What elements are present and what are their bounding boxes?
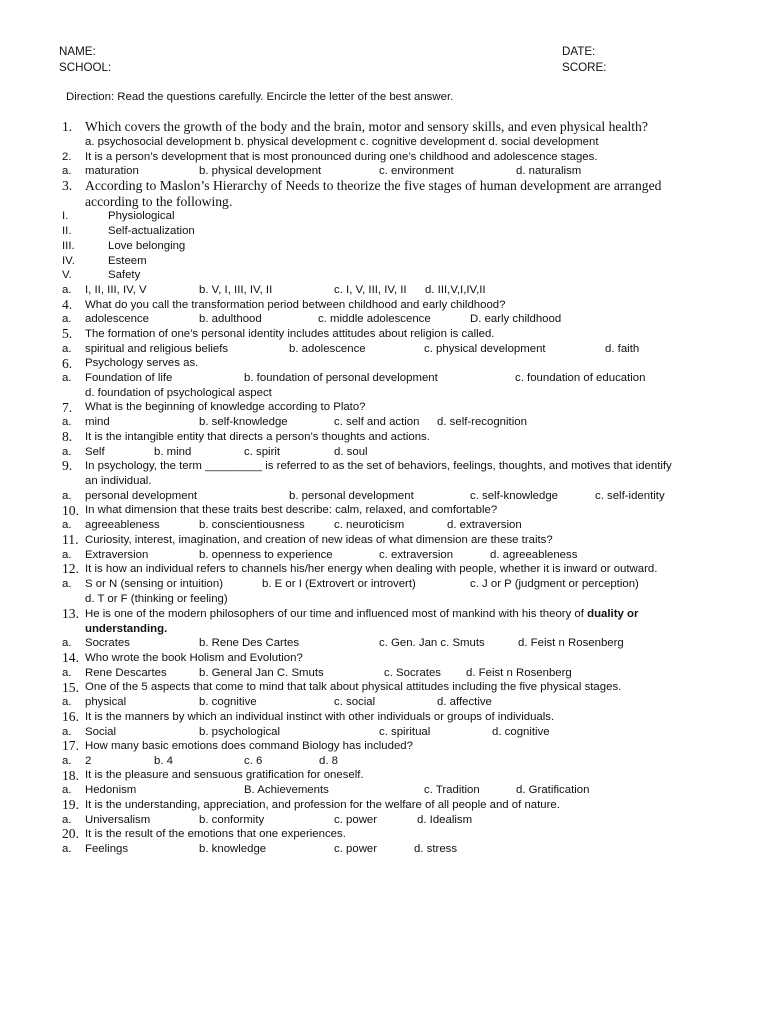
choice-a: 2 — [85, 755, 92, 767]
choice-a: Universalism — [85, 814, 151, 826]
choice-c: c. environment — [379, 165, 454, 177]
choice-a: maturation — [85, 165, 139, 177]
choice-letter: a. — [62, 549, 72, 561]
question-number: 6. — [62, 356, 73, 371]
choice-letter: a. — [62, 416, 72, 428]
stage-item: Safety — [108, 269, 141, 281]
question-number: 19. — [62, 797, 79, 812]
choice-a: personal development — [85, 490, 198, 502]
question-number: 11. — [62, 532, 79, 547]
question-text-bold: understanding. — [85, 623, 168, 635]
choice-b: b. physical development — [199, 165, 322, 177]
choice-b: b. foundation of personal development — [244, 372, 438, 384]
choice-c: c. middle adolescence — [318, 313, 431, 325]
choice-c: c. self and action — [334, 416, 420, 428]
choice-a: Foundation of life — [85, 372, 173, 384]
question-text-cont: an individual. — [85, 475, 152, 487]
choice-c: c. social — [334, 696, 376, 708]
question-number: 18. — [62, 768, 79, 783]
direction-text: Direction: Read the questions carefully. Encircle the letter of the best answer. — [66, 91, 454, 103]
choice-letter: a. — [62, 284, 72, 296]
choices-line: a. psychosocial development b. physical development c. cognitive development d. social development — [85, 136, 599, 148]
question-text: One of the 5 aspects that come to mind that talk about physical attitudes including the five physical stages. — [85, 681, 622, 693]
question-number: 14. — [62, 650, 79, 665]
question-number: 5. — [62, 326, 73, 341]
choice-d: d. 8 — [319, 755, 338, 767]
choice-b: b. openness to experience — [199, 549, 333, 561]
choice-d: d. naturalism — [516, 165, 582, 177]
choice-a: Hedonism — [85, 784, 137, 796]
stage-item: Self-actualization — [108, 225, 195, 237]
choice-b: b. cognitive — [199, 696, 257, 708]
choice-letter: a. — [62, 372, 72, 384]
choice-a: agreeableness — [85, 519, 160, 531]
question-number: 12. — [62, 561, 79, 576]
name-label: NAME: — [59, 45, 96, 58]
question-text: It is the pleasure and sensuous gratification for oneself. — [85, 769, 364, 781]
stage-item: Physiological — [108, 210, 175, 222]
question-text-cont — [85, 622, 167, 637]
choice-d: d. Idealism — [417, 814, 473, 826]
choice-b: b. General Jan C. Smuts — [199, 667, 324, 679]
question-number: 4. — [62, 297, 73, 312]
choice-d: d. Feist n Rosenberg — [466, 667, 572, 679]
choice-letter: a. — [62, 726, 72, 738]
question-number: 15. — [62, 680, 79, 695]
choice-c: c. spirit — [244, 446, 281, 458]
choice-c: c. 6 — [244, 755, 263, 767]
choice-letter: a. — [62, 696, 72, 708]
choice-a: Self — [85, 446, 105, 458]
choice-a: Socrates — [85, 637, 130, 649]
question-text-cont: according to the following. — [85, 194, 233, 209]
choice-c: c. neuroticism — [334, 519, 405, 531]
question-text: It is the understanding, appreciation, and profession for the welfare of all people and of nature. — [85, 799, 560, 811]
stage-item: Love belonging — [108, 240, 186, 252]
choice-b: b. personal development — [289, 490, 414, 502]
choice-letter: a. — [62, 637, 72, 649]
choice-c: c. spiritual — [379, 726, 431, 738]
choice-b: b. 4 — [154, 755, 173, 767]
choice-b: b. psychological — [199, 726, 281, 738]
question-text: It is a person’s development that is most pronounced during one’s childhood and adolescence stages. — [85, 151, 598, 163]
choice-d: D. early childhood — [470, 313, 562, 325]
question-text: Who wrote the book Holism and Evolution? — [85, 652, 303, 664]
choice-a: spiritual and religious beliefs — [85, 343, 229, 355]
choice-d: d. self-recognition — [437, 416, 527, 428]
choice-c: c. self-knowledge — [470, 490, 559, 502]
choice-letter: a. — [62, 313, 72, 325]
choice-d: d. Feist n Rosenberg — [518, 637, 624, 649]
choice-d: d. III,V,I,IV,II — [425, 284, 486, 296]
choice-b: b. V, I, III, IV, II — [199, 284, 273, 296]
question-text: What do you call the transformation period between childhood and early childhood? — [85, 299, 506, 311]
choice-letter: a. — [62, 446, 72, 458]
question-text: According to Maslon’s Hierarchy of Needs to theorize the five stages of human development are arranged — [85, 178, 662, 193]
choice-d: d. stress — [414, 843, 458, 855]
question-number: 16. — [62, 709, 79, 724]
question-text: In what dimension that these traits best describe: calm, relaxed, and comfortable? — [85, 504, 498, 516]
question-text: It is the manners by which an individual instinct with other individuals or groups of individuals. — [85, 711, 555, 723]
choice-b: b. conformity — [199, 814, 265, 826]
score-label: SCORE: — [562, 61, 607, 74]
question-text: It is the intangible entity that directs a person’s thoughts and actions. — [85, 431, 430, 443]
question-text: In psychology, the term _________ is referred to as the set of behaviors, feelings, thoughts, and motives that identify — [85, 460, 672, 472]
choice-b: b. mind — [154, 446, 192, 458]
choice-letter: a. — [62, 784, 72, 796]
choice-b: b. E or I (Extrovert or introvert) — [262, 578, 416, 590]
choice-c: c. Tradition — [424, 784, 480, 796]
choice-a: I, II, III, IV, V — [85, 284, 147, 296]
choice-d: d. T or F (thinking or feeling) — [85, 593, 228, 605]
choice-a: mind — [85, 416, 110, 428]
choice-a: physical — [85, 696, 127, 708]
choice-c: c. power — [334, 843, 378, 855]
choice-d: d. soul — [334, 446, 368, 458]
question-number: 1. — [62, 119, 73, 134]
choice-b: b. adolescence — [289, 343, 366, 355]
choice-a: Feelings — [85, 843, 129, 855]
question-text: The formation of one’s personal identity includes attitudes about religion is called. — [85, 328, 495, 340]
stage-item: Esteem — [108, 255, 147, 267]
choice-d: d. cognitive — [492, 726, 550, 738]
roman-numeral: V. — [62, 269, 72, 281]
choice-a: S or N (sensing or intuition) — [85, 578, 224, 590]
question-number: 20. — [62, 826, 79, 841]
question-number: 3. — [62, 178, 73, 193]
question-text: Curiosity, interest, imagination, and creation of new ideas of what dimension are these traits? — [85, 534, 553, 546]
choice-b: b. knowledge — [199, 843, 267, 855]
date-label: DATE: — [562, 45, 596, 58]
choice-letter: a. — [62, 755, 72, 767]
choice-b: b. adulthood — [199, 313, 262, 325]
question-number: 7. — [62, 400, 73, 415]
choice-b: B. Achievements — [244, 784, 329, 796]
question-text: It is how an individual refers to channels his/her energy when dealing with people, whether it is inward or outward. — [85, 563, 658, 575]
question-text: Psychology serves as. — [85, 357, 199, 369]
choice-a: Rene Descartes — [85, 667, 167, 679]
question-number: 10. — [62, 503, 79, 518]
choice-d: d. foundation of psychological aspect — [85, 387, 272, 399]
question-number: 8. — [62, 429, 73, 444]
choice-letter: a. — [62, 519, 72, 531]
question-text: It is the result of the emotions that one experiences. — [85, 828, 346, 840]
choice-a: Social — [85, 726, 117, 738]
choice-letter: a. — [62, 343, 72, 355]
choice-c: c. Socrates — [384, 667, 441, 679]
roman-numeral: I. — [62, 210, 69, 222]
choice-c: c. extraversion — [379, 549, 454, 561]
question-text-plain: He is one of the modern philosophers of our time and influenced most of mankind with his theory of — [85, 608, 584, 620]
choice-c: c. J or P (judgment or perception) — [470, 578, 639, 590]
question-text-bold: duality or — [587, 608, 639, 620]
choice-d: d. Gratification — [516, 784, 590, 796]
choice-c: c. I, V, III, IV, II — [334, 284, 407, 296]
question-text: How many basic emotions does command Biology has included? — [85, 740, 413, 752]
choice-d: d. faith — [605, 343, 640, 355]
choice-b: b. Rene Des Cartes — [199, 637, 300, 649]
question-text: Which covers the growth of the body and the brain, motor and sensory skills, and even physical health? — [85, 119, 648, 134]
question-number: 9. — [62, 458, 73, 473]
choice-letter: a. — [62, 490, 72, 502]
school-label: SCHOOL: — [59, 61, 112, 74]
choice-letter: a. — [62, 578, 72, 590]
choice-a: Extraversion — [85, 549, 149, 561]
question-number: 17. — [62, 738, 79, 753]
roman-numeral: IV. — [62, 255, 75, 267]
choice-a: adolescence — [85, 313, 149, 325]
choice-c: c. Gen. Jan c. Smuts — [379, 637, 485, 649]
choice-b: b. conscientiousness — [199, 519, 305, 531]
choice-c: c. physical development — [424, 343, 546, 355]
choice-letter: a. — [62, 165, 72, 177]
choice-d: c. self-identity — [595, 490, 665, 502]
choice-c: c. power — [334, 814, 378, 826]
choice-d: d. agreeableness — [490, 549, 578, 561]
choice-letter: a. — [62, 667, 72, 679]
roman-numeral: II. — [62, 225, 72, 237]
choice-letter: a. — [62, 843, 72, 855]
question-number: 13. — [62, 606, 79, 621]
choice-b: b. self-knowledge — [199, 416, 288, 428]
roman-numeral: III. — [62, 240, 75, 252]
question-text — [85, 607, 638, 622]
choice-c: c. foundation of education — [515, 372, 646, 384]
choice-d: d. affective — [437, 696, 492, 708]
choice-d: d. extraversion — [447, 519, 522, 531]
choice-letter: a. — [62, 814, 72, 826]
question-text: What is the beginning of knowledge according to Plato? — [85, 401, 366, 413]
question-number: 2. — [62, 151, 72, 163]
